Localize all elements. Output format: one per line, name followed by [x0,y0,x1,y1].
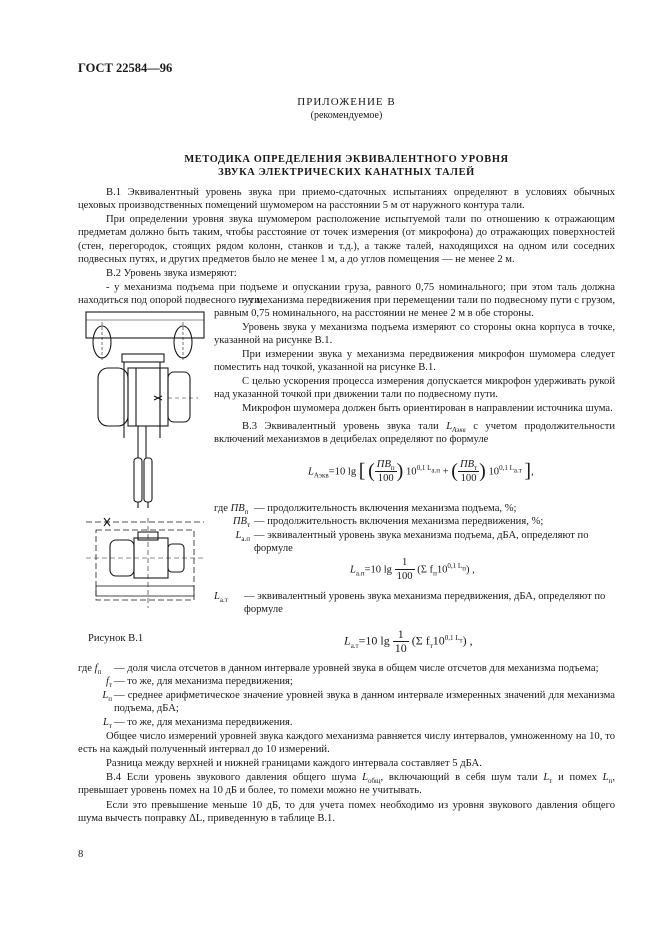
figure-caption: Рисунок В.1 [88,633,144,644]
definition-row: $L_{а.п}$ — эквивалентный уровень звука механизма подъема, дБА, определяют по формуле [235,529,589,555]
definitions-table [214,502,615,556]
definition-row: $f_т$ — то же, для механизма передвижения; [105,676,293,690]
definition-row: $L_{а.т}$ — эквивалентный уровень звука механизма передвижения, дБА, определяют по формуле [214,591,606,616]
definitions-table-2 [214,590,615,617]
paragraph-diff: Разница между верхней и нижней границами каждого интервала составляет 5 дБА. [106,758,482,769]
definition-row: $L_п$ — среднее арифметическое значение уровней звука в данном интервале измеренных значений для механизма подъема, дБА; [102,689,615,715]
appendix-subtitle: (рекомендуемое) [310,110,383,121]
definition-row: $L_т$ — то же, для механизма передвижения. [103,716,293,730]
paragraph-b3 [214,420,615,447]
definition-row: $ПВ_т$ — продолжительность включения механизма передвижения, %; [232,516,544,530]
gearbox-shape [168,372,190,422]
appendix-title: ПРИЛОЖЕНИЕ В [297,96,396,108]
definitions-table-3 [78,662,615,729]
trolley-frame-shape [122,354,164,362]
symbol-l-aekv: $L_{Аэкв}$ [446,421,466,435]
drum-shape [128,368,168,426]
paragraph-b2-b: - у механизма передвижения при перемещении тали по подвесному пути с грузом, равным 0,75 номинального, на расстоянии не менее 2 м в обе стороны. [214,295,615,320]
paragraph-b2-a: - у механизма подъема при подъеме и опускании груза, равного 0,75 номинального; при этом таль должна находиться под опорой подвесного пути; [78,282,615,307]
paragraph-b2-c: Уровень звука у механизма подъема измеряют со стороны окна корпуса в точке, указанной на рисунке В.1. [214,322,615,347]
formula-ap: $L_{а.п}=10$ lg $\frac{1}{100}$ (Σ $f_п10^{0,1 L_п}$) , [350,557,475,583]
paragraph-b1: В.1 Эквивалентный уровень звука при приемо-сдаточных испытаниях определяют в условиях обычных цеховых производственных помещений шумомером на расстоянии 5 м от наружного контура тали. [78,187,615,212]
formula-main: $L_{Аэкв}=10$ lg [ ( $\frac{ПВ_п}{100}$ ) $10^{0,1 L_{а.п}}$ + ( $\frac{ПВ_т}{100}$ ) $10^{0,1 L_{а.т}}$ ], [308,459,534,485]
pendant-right-shape [144,458,152,502]
definition-row: где $f_п$ — доля числа отсчетов в данном интервале уровней звука в общем числе отсчетов для механизма подъема; [78,663,599,677]
paragraph-total: Общее число измерений уровней звука каждого механизма равняется числу интервалов, умноженному на 10, то есть на каждый полученный интервал до 10 измерений. [78,731,615,756]
section-title-line-1: МЕТОДИКА ОПРЕДЕЛЕНИЯ ЭКВИВАЛЕНТНОГО УРОВНЯ [184,154,509,165]
paragraph-b4-2: Если это превышение меньше 10 дБ, то для учета помех необходимо из уровня звукового давления общего шума вычесть поправку ΔL, приведенную в таблице В.1. [78,800,615,825]
section-title [78,153,615,179]
rail-beam-shape [86,312,204,338]
pendant-left-shape [134,458,142,502]
formula-at: $L_{а.т}=10$ lg $\frac{1}{10}$ (Σ $f_т10^{0,1 L_т}$) , [344,627,473,656]
figure-hoist-diagram [80,308,210,628]
paragraph-b1-2: При определении уровня звука шумомером расположение испытуемой тали по отношению к отражающим предметам должно быть таким, чтобы расстояние от точек измерения (от микрофона) до отражающих поверхностей (стен, перегородок, стоящих рядом колонн, станков и т.д.), а также талей, находящихся на одном или соседних подвесных путях, и других предметов было не менее 1 м, а до углов помещения — не менее 2 м. [78,214,615,266]
paragraph-b2-d: При измерении звука у механизма передвижения микрофон шумомера следует поместить над точкой, указанной на рисунке В.1. [214,349,615,374]
section-title-line-2: ЗВУКА ЭЛЕКТРИЧЕСКИХ КАНАТНЫХ ТАЛЕЙ [218,167,475,178]
b3-text-start: В.3 Эквивалентный уровень звука тали [242,421,439,432]
definition-row: где $ПВ_п$ — продолжительность включения механизма подъема, %; [214,503,517,517]
page-number: 8 [78,849,84,860]
b3-text-end: с учетом продолжительности включений механизмов в децибелах определяют по формуле [214,421,616,446]
paragraph-b2-f: Микрофон шумомера должен быть ориентирован в направлении источника шума. [242,403,613,414]
paragraph-b4: В.4 Если уровень звукового давления общего шума $L_{общ}$, включающий в себя шум тали $L_т$ и помех $L_п$, превышает уровень помех на 10 дБ и более, то помехи можно не учитывать. [78,772,615,797]
standard-header: ГОСТ 22584—96 [78,61,173,75]
paragraph-b2-e: С целью ускорения процесса измерения допускается микрофон удерживать рукой над указанной точкой при движении тали по подвесному пути. [214,376,615,401]
paragraph-b2: В.2 Уровень звука измеряют: [106,268,237,279]
